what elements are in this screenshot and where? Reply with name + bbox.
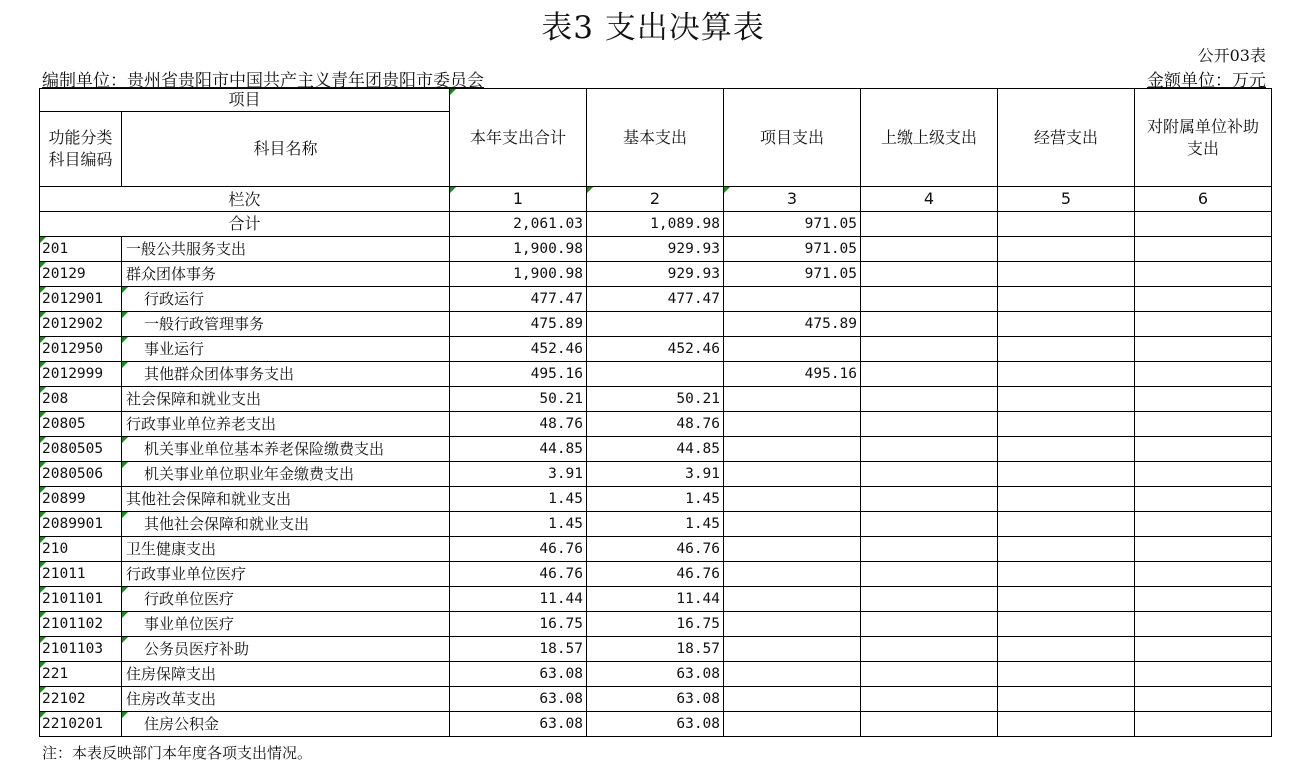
row-upper bbox=[861, 262, 998, 287]
row-business bbox=[998, 237, 1135, 262]
row-business bbox=[998, 262, 1135, 287]
row-business bbox=[998, 537, 1135, 562]
row-project bbox=[724, 612, 861, 637]
table-row bbox=[40, 487, 1272, 512]
row-total: 11.44 bbox=[450, 587, 587, 612]
row-project: 475.89 bbox=[724, 312, 861, 337]
row-code: 2012950 bbox=[40, 337, 122, 362]
row-subsidy bbox=[1135, 637, 1272, 662]
row-subsidy bbox=[1135, 487, 1272, 512]
row-subsidy bbox=[1135, 437, 1272, 462]
row-upper bbox=[861, 587, 998, 612]
row-name: 社会保障和就业支出 bbox=[122, 387, 450, 412]
table-row bbox=[40, 612, 1272, 637]
row-name: 群众团体事务 bbox=[122, 262, 450, 287]
row-business bbox=[998, 387, 1135, 412]
row-upper bbox=[861, 412, 998, 437]
row-total: 477.47 bbox=[450, 287, 587, 312]
row-basic: 63.08 bbox=[587, 662, 724, 687]
total-basic: 1,089.98 bbox=[587, 212, 724, 237]
row-business bbox=[998, 612, 1135, 637]
table-row bbox=[40, 687, 1272, 712]
header-total: 本年支出合计 bbox=[450, 89, 587, 187]
row-code: 2101102 bbox=[40, 612, 122, 637]
row-subsidy bbox=[1135, 387, 1272, 412]
row-name: 行政单位医疗 bbox=[122, 587, 450, 612]
row-name: 行政运行 bbox=[122, 287, 450, 312]
row-total: 18.57 bbox=[450, 637, 587, 662]
row-code: 2101103 bbox=[40, 637, 122, 662]
row-business bbox=[998, 587, 1135, 612]
total-row bbox=[40, 212, 1272, 237]
amount-unit-prefix: 金额单位： bbox=[1147, 71, 1232, 91]
row-total: 48.76 bbox=[450, 412, 587, 437]
row-project bbox=[724, 687, 861, 712]
row-project bbox=[724, 637, 861, 662]
row-name: 公务员医疗补助 bbox=[122, 637, 450, 662]
row-business bbox=[998, 712, 1135, 737]
row-total: 1,900.98 bbox=[450, 237, 587, 262]
row-upper bbox=[861, 362, 998, 387]
row-total: 63.08 bbox=[450, 687, 587, 712]
row-basic: 1.45 bbox=[587, 487, 724, 512]
table-row bbox=[40, 587, 1272, 612]
page-title: 表3 支出决算表 bbox=[541, 10, 765, 46]
row-code: 221 bbox=[40, 662, 122, 687]
row-code: 20805 bbox=[40, 412, 122, 437]
row-name: 其他社会保障和就业支出 bbox=[122, 512, 450, 537]
table-row bbox=[40, 562, 1272, 587]
row-code: 2101101 bbox=[40, 587, 122, 612]
table-row bbox=[40, 337, 1272, 362]
row-name: 住房改革支出 bbox=[122, 687, 450, 712]
compiling-unit-prefix: 编制单位： bbox=[42, 71, 127, 91]
row-business bbox=[998, 512, 1135, 537]
seq-4: 4 bbox=[861, 187, 998, 212]
table-row bbox=[40, 312, 1272, 337]
row-basic: 16.75 bbox=[587, 612, 724, 637]
seq-1: 1 bbox=[450, 187, 587, 212]
total-amount: 2,061.03 bbox=[450, 212, 587, 237]
row-subsidy bbox=[1135, 712, 1272, 737]
row-total: 63.08 bbox=[450, 662, 587, 687]
row-basic: 48.76 bbox=[587, 412, 724, 437]
row-upper bbox=[861, 662, 998, 687]
row-project bbox=[724, 562, 861, 587]
row-subsidy bbox=[1135, 312, 1272, 337]
row-total: 44.85 bbox=[450, 437, 587, 462]
row-name: 事业运行 bbox=[122, 337, 450, 362]
total-upper bbox=[861, 212, 998, 237]
row-code: 2080505 bbox=[40, 437, 122, 462]
row-code: 21011 bbox=[40, 562, 122, 587]
row-basic: 63.08 bbox=[587, 687, 724, 712]
seq-row bbox=[40, 187, 1272, 212]
seq-6: 6 bbox=[1135, 187, 1272, 212]
row-basic: 46.76 bbox=[587, 562, 724, 587]
table-row bbox=[40, 362, 1272, 387]
header-subsidy: 对附属单位补助支出 bbox=[1135, 89, 1272, 187]
row-total: 16.75 bbox=[450, 612, 587, 637]
row-business bbox=[998, 312, 1135, 337]
row-subsidy bbox=[1135, 687, 1272, 712]
row-subsidy bbox=[1135, 612, 1272, 637]
row-basic: 50.21 bbox=[587, 387, 724, 412]
row-business bbox=[998, 412, 1135, 437]
row-code: 20899 bbox=[40, 487, 122, 512]
row-upper bbox=[861, 287, 998, 312]
row-upper bbox=[861, 537, 998, 562]
row-upper bbox=[861, 712, 998, 737]
row-name: 卫生健康支出 bbox=[122, 537, 450, 562]
row-name: 事业单位医疗 bbox=[122, 612, 450, 637]
row-upper bbox=[861, 437, 998, 462]
row-subsidy bbox=[1135, 662, 1272, 687]
row-basic: 477.47 bbox=[587, 287, 724, 312]
table-row bbox=[40, 537, 1272, 562]
row-subsidy bbox=[1135, 537, 1272, 562]
table-row bbox=[40, 262, 1272, 287]
row-project bbox=[724, 662, 861, 687]
row-name: 行政事业单位养老支出 bbox=[122, 412, 450, 437]
row-code: 2210201 bbox=[40, 712, 122, 737]
row-code: 210 bbox=[40, 537, 122, 562]
row-total: 452.46 bbox=[450, 337, 587, 362]
total-business bbox=[998, 212, 1135, 237]
row-basic: 63.08 bbox=[587, 712, 724, 737]
header-upper: 上缴上级支出 bbox=[861, 89, 998, 187]
row-subsidy bbox=[1135, 337, 1272, 362]
row-code: 201 bbox=[40, 237, 122, 262]
row-project bbox=[724, 337, 861, 362]
row-name: 其他社会保障和就业支出 bbox=[122, 487, 450, 512]
row-total: 1.45 bbox=[450, 512, 587, 537]
row-upper bbox=[861, 612, 998, 637]
row-upper bbox=[861, 237, 998, 262]
row-basic: 11.44 bbox=[587, 587, 724, 612]
row-basic: 18.57 bbox=[587, 637, 724, 662]
table-row bbox=[40, 662, 1272, 687]
seq-2: 2 bbox=[587, 187, 724, 212]
row-upper bbox=[861, 487, 998, 512]
row-basic: 1.45 bbox=[587, 512, 724, 537]
header-row-1 bbox=[40, 89, 1272, 112]
header-name: 科目名称 bbox=[122, 112, 450, 187]
row-project bbox=[724, 462, 861, 487]
table-row bbox=[40, 387, 1272, 412]
row-upper bbox=[861, 687, 998, 712]
row-name: 一般行政管理事务 bbox=[122, 312, 450, 337]
row-name: 机关事业单位基本养老保险缴费支出 bbox=[122, 437, 450, 462]
row-subsidy bbox=[1135, 362, 1272, 387]
header-project: 项目支出 bbox=[724, 89, 861, 187]
row-upper bbox=[861, 337, 998, 362]
table-row bbox=[40, 437, 1272, 462]
total-subsidy bbox=[1135, 212, 1272, 237]
row-subsidy bbox=[1135, 512, 1272, 537]
row-basic: 3.91 bbox=[587, 462, 724, 487]
row-business bbox=[998, 687, 1135, 712]
form-number: 公开03表 bbox=[1197, 46, 1266, 65]
row-project: 971.05 bbox=[724, 262, 861, 287]
table-row bbox=[40, 287, 1272, 312]
row-project: 971.05 bbox=[724, 237, 861, 262]
row-total: 50.21 bbox=[450, 387, 587, 412]
row-business bbox=[998, 562, 1135, 587]
row-business bbox=[998, 337, 1135, 362]
row-basic: 452.46 bbox=[587, 337, 724, 362]
row-business bbox=[998, 462, 1135, 487]
row-basic bbox=[587, 362, 724, 387]
row-code: 208 bbox=[40, 387, 122, 412]
row-total: 3.91 bbox=[450, 462, 587, 487]
row-basic bbox=[587, 312, 724, 337]
row-name: 机关事业单位职业年金缴费支出 bbox=[122, 462, 450, 487]
row-subsidy bbox=[1135, 462, 1272, 487]
seq-5: 5 bbox=[998, 187, 1135, 212]
row-project bbox=[724, 487, 861, 512]
row-project bbox=[724, 412, 861, 437]
row-subsidy bbox=[1135, 562, 1272, 587]
row-business bbox=[998, 437, 1135, 462]
table-row bbox=[40, 637, 1272, 662]
seq-3: 3 bbox=[724, 187, 861, 212]
row-code: 20129 bbox=[40, 262, 122, 287]
total-label: 合计 bbox=[40, 212, 450, 237]
row-project bbox=[724, 437, 861, 462]
row-business bbox=[998, 487, 1135, 512]
row-total: 1,900.98 bbox=[450, 262, 587, 287]
row-total: 495.16 bbox=[450, 362, 587, 387]
row-project bbox=[724, 387, 861, 412]
row-basic: 929.93 bbox=[587, 237, 724, 262]
row-basic: 46.76 bbox=[587, 537, 724, 562]
footnote: 注：本表反映部门本年度各项支出情况。 bbox=[42, 744, 313, 762]
row-name: 其他群众团体事务支出 bbox=[122, 362, 450, 387]
table-row bbox=[40, 512, 1272, 537]
row-upper bbox=[861, 512, 998, 537]
row-code: 2012901 bbox=[40, 287, 122, 312]
row-total: 46.76 bbox=[450, 562, 587, 587]
row-name: 住房保障支出 bbox=[122, 662, 450, 687]
row-subsidy bbox=[1135, 237, 1272, 262]
row-subsidy bbox=[1135, 262, 1272, 287]
header-basic: 基本支出 bbox=[587, 89, 724, 187]
table-row bbox=[40, 237, 1272, 262]
seq-label: 栏次 bbox=[40, 187, 450, 212]
row-project: 495.16 bbox=[724, 362, 861, 387]
row-total: 475.89 bbox=[450, 312, 587, 337]
table-row bbox=[40, 462, 1272, 487]
row-business bbox=[998, 662, 1135, 687]
table-row bbox=[40, 712, 1272, 737]
row-upper bbox=[861, 462, 998, 487]
row-project bbox=[724, 587, 861, 612]
row-code: 22102 bbox=[40, 687, 122, 712]
row-code: 2089901 bbox=[40, 512, 122, 537]
row-basic: 44.85 bbox=[587, 437, 724, 462]
row-upper bbox=[861, 637, 998, 662]
amount-unit-value: 万元 bbox=[1232, 71, 1266, 91]
row-subsidy bbox=[1135, 287, 1272, 312]
row-basic: 929.93 bbox=[587, 262, 724, 287]
row-project bbox=[724, 512, 861, 537]
row-upper bbox=[861, 387, 998, 412]
row-subsidy bbox=[1135, 587, 1272, 612]
row-total: 46.76 bbox=[450, 537, 587, 562]
row-subsidy bbox=[1135, 412, 1272, 437]
row-code: 2012902 bbox=[40, 312, 122, 337]
row-total: 63.08 bbox=[450, 712, 587, 737]
row-total: 1.45 bbox=[450, 487, 587, 512]
header-business: 经营支出 bbox=[998, 89, 1135, 187]
row-project bbox=[724, 537, 861, 562]
row-upper bbox=[861, 312, 998, 337]
row-name: 住房公积金 bbox=[122, 712, 450, 737]
row-business bbox=[998, 287, 1135, 312]
row-upper bbox=[861, 562, 998, 587]
compiling-unit-org: 贵州省贵阳市中国共产主义青年团贵阳市委员会 bbox=[127, 71, 484, 91]
total-project: 971.05 bbox=[724, 212, 861, 237]
header-item: 项目 bbox=[40, 89, 450, 112]
row-code: 2012999 bbox=[40, 362, 122, 387]
table-row bbox=[40, 412, 1272, 437]
expenditure-table bbox=[39, 88, 1272, 737]
row-project bbox=[724, 287, 861, 312]
row-project bbox=[724, 712, 861, 737]
row-business bbox=[998, 362, 1135, 387]
row-business bbox=[998, 637, 1135, 662]
row-code: 2080506 bbox=[40, 462, 122, 487]
row-name: 一般公共服务支出 bbox=[122, 237, 450, 262]
header-code: 功能分类科目编码 bbox=[40, 112, 122, 187]
row-name: 行政事业单位医疗 bbox=[122, 562, 450, 587]
